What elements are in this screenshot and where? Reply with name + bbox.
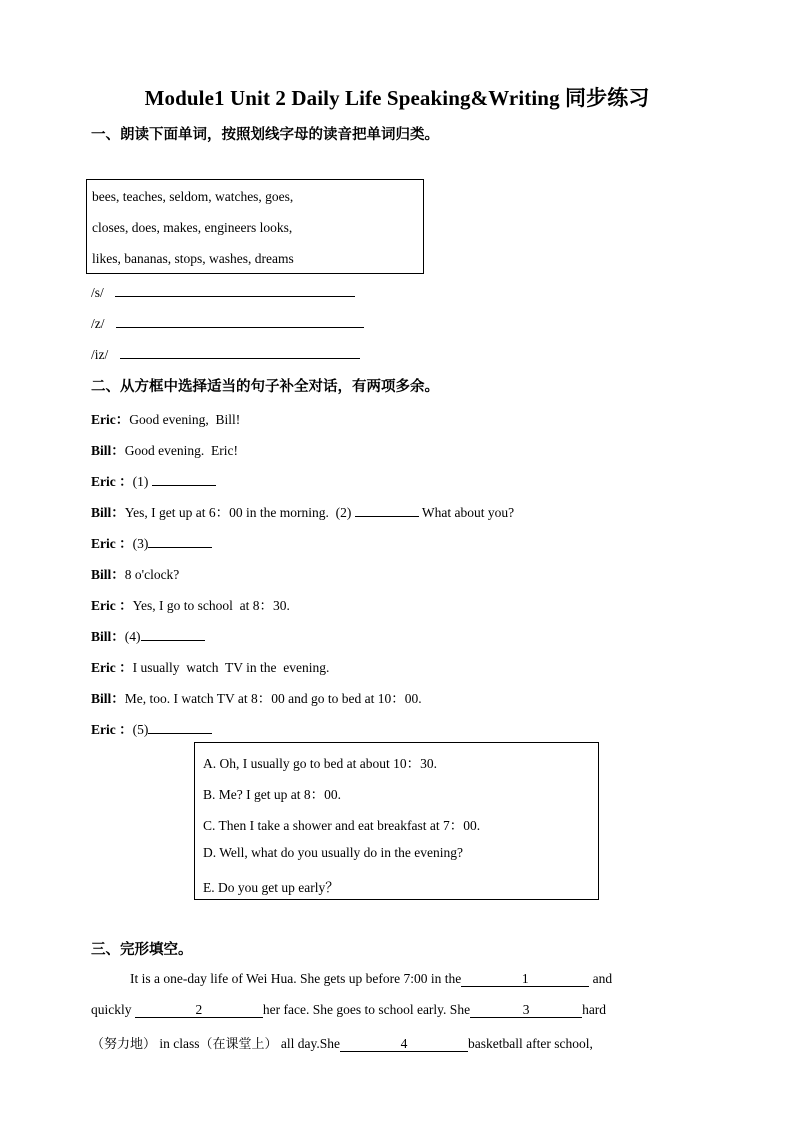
dialogue-text: (5) xyxy=(132,722,149,737)
dialogue-text: What about you? xyxy=(418,505,515,520)
dialogue-text: Yes, I get up at 6：00 in the morning. (2) xyxy=(124,505,355,520)
sound-z-blank[interactable] xyxy=(116,315,364,328)
speaker-name: Eric xyxy=(91,598,116,613)
sound-s-label: /s/ xyxy=(91,285,104,300)
word-line-1: bees, teaches, seldom, watches, goes, xyxy=(92,189,294,204)
word-box xyxy=(86,179,424,274)
option-b: B. Me? I get up at 8：00. xyxy=(203,787,341,802)
dialogue-line xyxy=(91,408,240,428)
dialogue-text: Me, too. I watch TV at 8：00 and go to bed at 10：00. xyxy=(124,691,422,706)
dialogue-text: Yes, I go to school at 8：30. xyxy=(132,598,290,613)
cloze-text: quickly xyxy=(91,1002,135,1017)
option-c: C. Then I take a shower and eat breakfast at 7：00. xyxy=(203,818,481,833)
cloze-gloss: （努力地） xyxy=(91,1037,157,1052)
sound-iz-row xyxy=(91,346,360,363)
dialogue-line xyxy=(91,687,422,707)
dialogue-text: (3) xyxy=(132,536,149,551)
answer-blank[interactable] xyxy=(152,473,216,486)
dialogue-text: Good evening. Eric! xyxy=(124,443,238,458)
speaker-colon: ： xyxy=(111,691,125,706)
cloze-blank-4[interactable]: 4 xyxy=(340,1036,468,1052)
answer-blank[interactable] xyxy=(148,535,212,548)
word-line-2: closes, does, makes, engineers looks, xyxy=(92,220,293,235)
speaker-colon: ： xyxy=(115,598,133,613)
speaker-colon: ： xyxy=(115,660,133,675)
speaker-colon: ： xyxy=(115,722,133,737)
speaker-colon: ： xyxy=(111,443,125,458)
dialogue-text: (1) xyxy=(132,474,152,489)
speaker-name: Bill xyxy=(91,443,112,458)
speaker-name: Eric xyxy=(91,722,116,737)
answer-blank[interactable] xyxy=(148,721,212,734)
option-d: D. Well, what do you usually do in the evening? xyxy=(203,845,463,860)
speaker-name: Eric xyxy=(91,660,116,675)
dialogue-line xyxy=(91,532,212,552)
cloze-line-3 xyxy=(91,1033,681,1052)
dialogue-line xyxy=(91,625,205,645)
cloze-blank-1[interactable]: 1 xyxy=(461,971,589,987)
section1-heading: 一、朗读下面单词，按照划线字母的读音把单词归类。 xyxy=(91,127,439,143)
dialogue-line xyxy=(91,563,179,583)
answer-blank[interactable] xyxy=(141,628,205,641)
answer-blank[interactable] xyxy=(355,504,419,517)
cloze-blank-3[interactable]: 3 xyxy=(470,1002,582,1018)
speaker-colon: ： xyxy=(111,629,125,644)
section3-heading: 三、完形填空。 xyxy=(91,942,193,958)
speaker-name: Bill xyxy=(91,691,112,706)
speaker-colon: ： xyxy=(111,567,125,582)
dialogue-line xyxy=(91,594,290,614)
cloze-blank-2[interactable]: 2 xyxy=(135,1002,263,1018)
speaker-name: Eric xyxy=(91,412,116,427)
cloze-text: and xyxy=(592,971,613,986)
sound-s-blank[interactable] xyxy=(115,284,355,297)
dialogue-line xyxy=(91,439,238,459)
speaker-name: Eric xyxy=(91,536,116,551)
dialogue-text: 8 o'clock? xyxy=(124,567,180,582)
speaker-name: Bill xyxy=(91,505,112,520)
cloze-text: It is a one-day life of Wei Hua. She gets up before 7:00 in the xyxy=(130,971,462,986)
cloze-text: her face. She goes to school early. She xyxy=(262,1002,471,1017)
cloze-line-1 xyxy=(91,971,681,987)
page-title: Module1 Unit 2 Daily Life Speaking&Writing 同步练习 xyxy=(144,86,650,110)
dialogue-text: (4) xyxy=(124,629,141,644)
cloze-line-2 xyxy=(91,1002,681,1018)
cloze-gloss: （在课堂上） xyxy=(199,1037,278,1052)
speaker-colon: ： xyxy=(115,474,133,489)
sound-z-label: /z/ xyxy=(91,316,105,331)
speaker-name: Bill xyxy=(91,629,112,644)
options-box xyxy=(194,742,599,900)
sound-s-row xyxy=(91,284,355,301)
word-line-3: likes, bananas, stops, washes, dreams xyxy=(92,251,294,266)
speaker-colon: ： xyxy=(115,412,130,427)
sound-z-row xyxy=(91,315,364,332)
cloze-text: all day.She xyxy=(277,1036,341,1051)
dialogue-line xyxy=(91,718,212,738)
dialogue-text: Good evening, Bill! xyxy=(129,412,241,427)
sound-iz-label: /iz/ xyxy=(91,347,109,362)
speaker-colon: ： xyxy=(115,536,133,551)
dialogue-text: I usually watch TV in the evening. xyxy=(132,660,330,675)
dialogue-line xyxy=(91,470,216,490)
speaker-colon: ： xyxy=(111,505,125,520)
speaker-name: Bill xyxy=(91,567,112,582)
option-e: E. Do you get up early？ xyxy=(203,880,339,895)
speaker-name: Eric xyxy=(91,474,116,489)
dialogue-line xyxy=(91,501,514,521)
dialogue-line xyxy=(91,656,329,676)
section2-heading: 二、从方框中选择适当的句子补全对话，有两项多余。 xyxy=(91,379,439,395)
cloze-text: hard xyxy=(582,1002,607,1017)
cloze-text: basketball after school, xyxy=(468,1036,593,1051)
sound-iz-blank[interactable] xyxy=(120,346,360,359)
cloze-text: in class xyxy=(156,1036,200,1051)
option-a: A. Oh, I usually go to bed at about 10：30. xyxy=(203,756,437,771)
